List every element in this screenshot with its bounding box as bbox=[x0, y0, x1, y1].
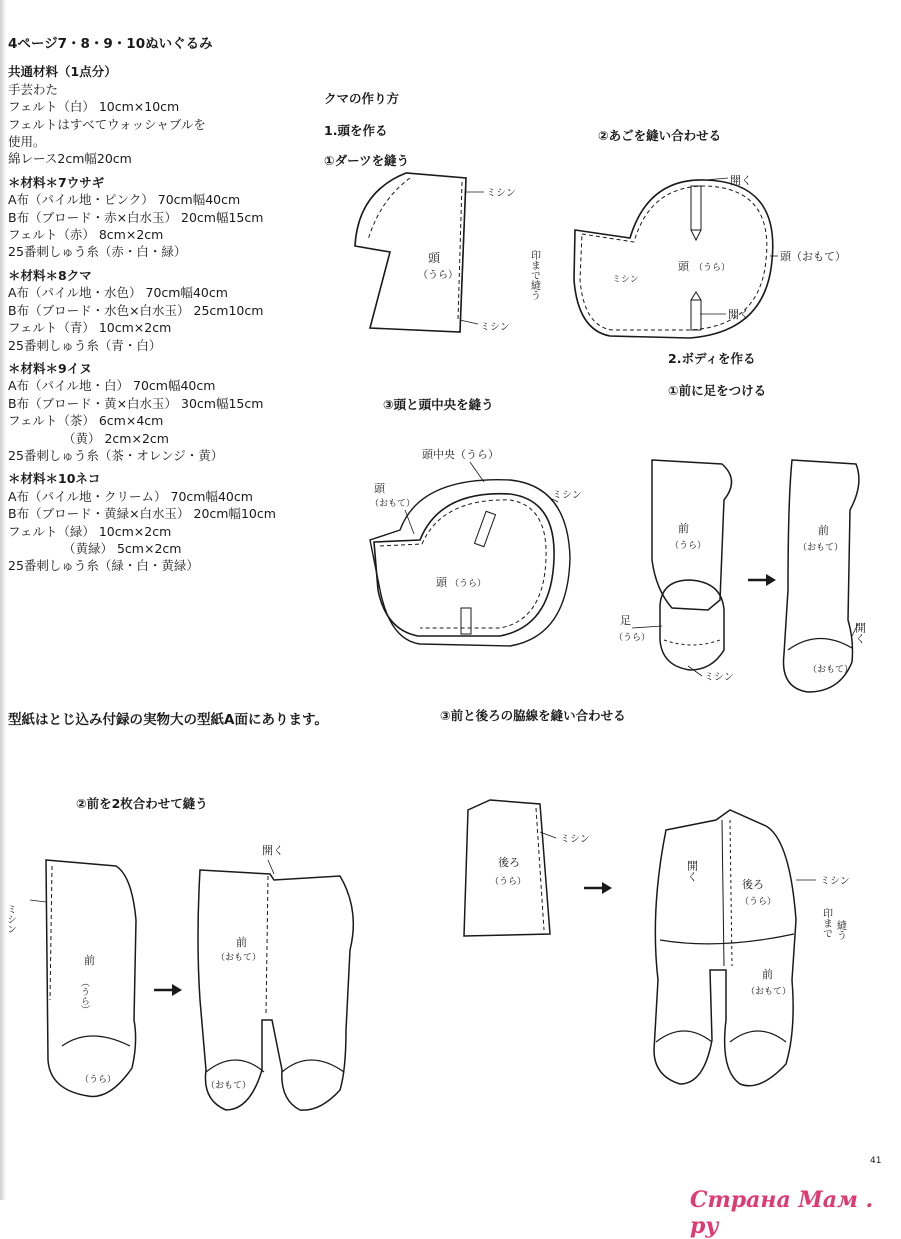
up-to-mark-label: 印まで縫う bbox=[528, 250, 540, 300]
bear-item: 25番刺しゅう糸（青・白） bbox=[8, 337, 162, 353]
pattern-note: 型紙はとじ込み付録の実物大の型紙A面にあります。 bbox=[8, 712, 328, 728]
back-label: 後ろ bbox=[498, 856, 520, 869]
head-center-label: 頭中央（うら） bbox=[422, 448, 499, 461]
machine-label: ミシン bbox=[480, 322, 510, 333]
head-center-diagram bbox=[360, 440, 630, 660]
front-label: 前 bbox=[762, 968, 773, 981]
side-label: （おもて） bbox=[808, 665, 854, 675]
side-label: （うら） bbox=[694, 263, 731, 273]
common-item: フェルト（白） 10cm×10cm bbox=[8, 99, 180, 115]
machine-label: ミシン bbox=[486, 188, 516, 199]
side-label: （うら） bbox=[80, 1075, 117, 1085]
head-label: 頭 bbox=[428, 251, 441, 265]
rabbit-item: A布（パイル地・ピンク） 70cm幅40cm bbox=[8, 192, 241, 208]
machine-label: ミシン bbox=[560, 834, 590, 845]
head-section-title: 1.頭を作る bbox=[324, 123, 388, 138]
front-label: 前 bbox=[236, 936, 247, 949]
rabbit-item: 25番刺しゅう糸（赤・白・緑） bbox=[8, 244, 187, 260]
head-back-label: 頭 bbox=[678, 260, 689, 273]
open-label: 開く bbox=[728, 308, 750, 321]
cat-item: A布（パイル地・クリーム） 70cm幅40cm bbox=[8, 488, 253, 504]
common-item: 手芸わた bbox=[8, 81, 59, 97]
open-label: 開く bbox=[730, 174, 752, 187]
instructions-title: クマの作り方 bbox=[324, 91, 400, 106]
common-item: 綿レース2cm幅20cm bbox=[8, 151, 132, 167]
bear-item: A布（パイル地・水色） 70cm幅40cm bbox=[8, 285, 228, 301]
side-label: （おもて） bbox=[216, 953, 262, 963]
dog-materials-heading: ＊材料＊9イヌ bbox=[8, 360, 92, 376]
chin-diagram bbox=[530, 160, 850, 350]
page-number: 41 bbox=[870, 1156, 882, 1166]
side-label: （うら） bbox=[79, 978, 89, 1014]
open-label: 開く bbox=[853, 622, 867, 644]
machine-label: ミシン bbox=[4, 904, 16, 934]
bear-item: フェルト（青） 10cm×2cm bbox=[8, 320, 172, 336]
side-label: （おもて） bbox=[798, 543, 844, 553]
dog-item: （黄） 2cm×2cm bbox=[63, 430, 169, 446]
side-label: （うら） bbox=[740, 897, 777, 907]
head-step2-caption: ②あごを縫い合わせる bbox=[598, 128, 722, 143]
dog-item: フェルト（茶） 6cm×4cm bbox=[8, 413, 164, 429]
common-item: 使用。 bbox=[8, 134, 46, 150]
cat-item: フェルト（緑） 10cm×2cm bbox=[8, 523, 172, 539]
back-label: 後ろ bbox=[742, 878, 764, 891]
front-label: 前 bbox=[678, 522, 689, 535]
dog-item: A布（パイル地・白） 70cm幅40cm bbox=[8, 378, 216, 394]
page-title: 4ページ7・8・9・10ぬいぐるみ bbox=[8, 36, 213, 52]
open-label: 開く bbox=[262, 844, 284, 857]
cat-item: （黄緑） 5cm×2cm bbox=[63, 540, 182, 556]
side-label: （おもて） bbox=[206, 1081, 252, 1091]
body-step3-caption: ③前と後ろの脇線を縫い合わせる bbox=[440, 708, 626, 723]
side-label: （うら） bbox=[614, 633, 651, 643]
front-label: 前 bbox=[818, 524, 829, 537]
materials-column bbox=[8, 36, 308, 575]
sew-fronts-diagram bbox=[0, 820, 400, 1130]
head-front-side-label: （おもて） bbox=[370, 499, 416, 509]
dog-item: B布（ブロード・黄×白水玉） 30cm幅15cm bbox=[8, 395, 264, 411]
watermark: Страна Мам . ру bbox=[690, 1187, 874, 1239]
cat-item: 25番刺しゅう糸（緑・白・黄緑） bbox=[8, 558, 199, 574]
leg-label: 足 bbox=[620, 614, 631, 627]
side-label: （うら） bbox=[450, 579, 487, 589]
head-step1-caption: ①ダーツを縫う bbox=[324, 153, 410, 168]
head-front-label: 頭（おもて） bbox=[780, 250, 846, 263]
machine-label: ミシン bbox=[704, 672, 734, 683]
side-label: （うら） bbox=[490, 877, 527, 887]
side-label: （うら） bbox=[670, 541, 707, 551]
cat-item: B布（ブロード・黄緑×白水玉） 20cm幅10cm bbox=[8, 506, 276, 522]
front-label: 前 bbox=[84, 954, 95, 967]
open-label: 開く bbox=[685, 860, 699, 882]
machine-label: ミシン bbox=[552, 490, 582, 501]
rabbit-item: フェルト（赤） 8cm×2cm bbox=[8, 227, 164, 243]
sew-to-mark-label: 縫う bbox=[834, 920, 846, 940]
common-item: フェルトはすべてウォッシャブルを bbox=[8, 116, 206, 132]
machine-label: ミシン bbox=[820, 876, 850, 887]
dog-item: 25番刺しゅう糸（茶・オレンジ・黄） bbox=[8, 447, 224, 463]
attach-leg-diagram bbox=[612, 440, 892, 705]
common-materials-heading: 共通材料（1点分） bbox=[8, 64, 117, 80]
rabbit-materials-heading: ＊材料＊7ウサギ bbox=[8, 174, 105, 190]
body-section-title: 2.ボディを作る bbox=[668, 351, 756, 366]
sew-to-mark-label: 印まで bbox=[820, 908, 832, 938]
cat-materials-heading: ＊材料＊10ネコ bbox=[8, 471, 101, 487]
bear-materials-heading: ＊材料＊8クマ bbox=[8, 267, 92, 283]
rabbit-item: B布（ブロード・赤×白水玉） 20cm幅15cm bbox=[8, 209, 264, 225]
machine-label: ミシン bbox=[612, 275, 639, 285]
body-step2-caption: ②前を2枚合わせて縫う bbox=[76, 796, 208, 811]
dart-diagram bbox=[350, 170, 550, 340]
head-back-label: 頭 bbox=[436, 576, 447, 589]
head-step3-caption: ③頭と頭中央を縫う bbox=[383, 397, 494, 412]
body-step1-caption: ①前に足をつける bbox=[668, 383, 767, 398]
side-label: （うら） bbox=[418, 270, 458, 281]
bear-item: B布（ブロード・水色×白水玉） 25cm10cm bbox=[8, 302, 264, 318]
side-label: （おもて） bbox=[746, 987, 792, 997]
side-seam-diagram bbox=[440, 780, 880, 1120]
head-front-label: 頭 bbox=[374, 482, 385, 495]
